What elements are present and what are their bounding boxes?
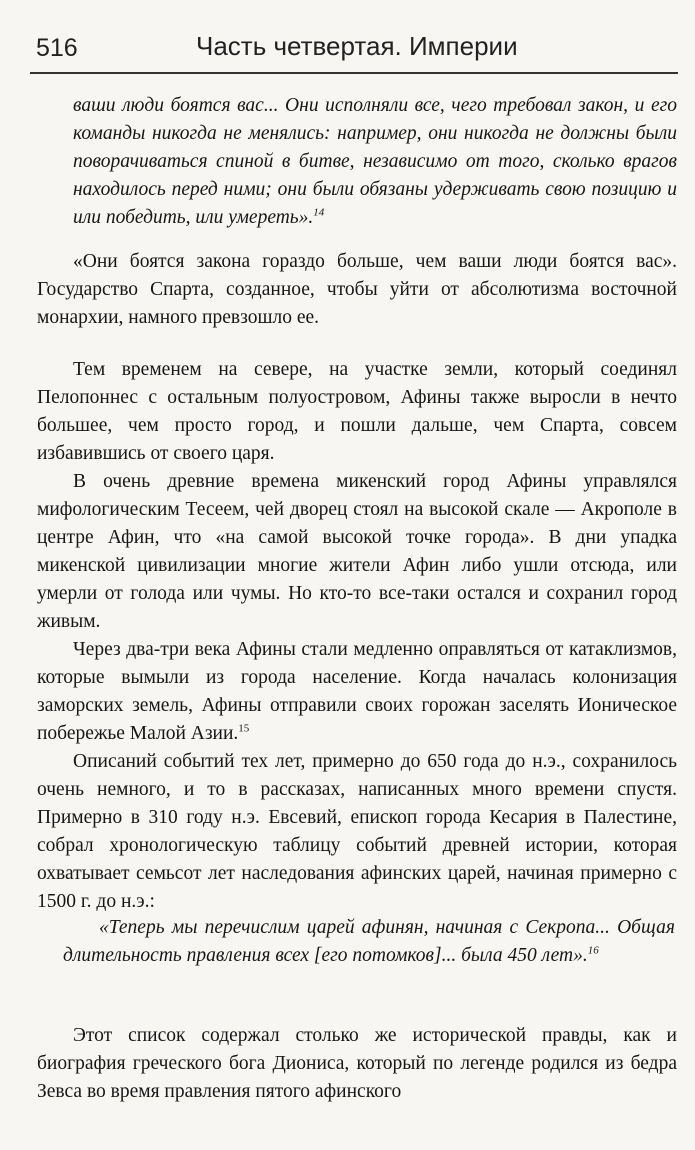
- footnote-ref: 15: [238, 722, 250, 735]
- footnote-ref: 14: [313, 206, 325, 219]
- footnote-ref: 16: [587, 944, 599, 957]
- page-number: 516: [36, 34, 78, 62]
- header-rule: [30, 72, 678, 74]
- quote-text: ваши люди боятся вас... Они исполняли все, чего требовал закон, и его команды никогда не менялись: например, они никогда не должны были поворачиваться спиной в битве, независимо от того, сколько врагов находилось перед ними; они были обязаны удерживать свою позицию и или победить, или умереть».: [73, 95, 677, 228]
- paragraph-text: Этот список содержал столько же исторической правды, как и биография греческого бога Диониса, который по легенде родился из бедра Зевса во время правления пятого афинского: [37, 1025, 677, 1102]
- paragraph-text: «Они боятся закона гораздо больше, чем ваши люди боятся вас». Государство Спарта, созданное, чтобы уйти от абсолютизма восточной монархии, намного превзошло ее.: [37, 251, 677, 328]
- block-quote: [63, 914, 675, 970]
- block-quote: [73, 92, 677, 232]
- body-text: [37, 356, 677, 916]
- quote-text: «Теперь мы перечислим царей афинян, начиная с Секропа... Общая длительность правления всех [его потомков]... была 450 лет».: [63, 917, 675, 966]
- running-title: Часть четвертая. Империи: [196, 31, 518, 61]
- paragraph-text: Тем временем на севере, на участке земли, который соединял Пелопоннес с остальным полуостровом, Афины также выросли в нечто большее, чем просто город, и пошли дальше, чем Спарта, совсем избавившись от своего царя.: [37, 359, 677, 464]
- paragraph-text: В очень древние времена микенский город Афины управлялся мифологическим Тесеем, чей дворец стоял на высокой скале — Акрополе в центре Афин, что «на самой высокой точке города». В дни упадка микенской цивилизации многие жители Афин либо ушли отсюда, или умерли от голода или чумы. Но кто-то все-таки остался и сохранил город живым.: [37, 471, 677, 632]
- paragraph: [37, 248, 677, 332]
- paragraph: [37, 1022, 677, 1106]
- paragraph-text: Описаний событий тех лет, примерно до 650 года до н.э., сохранилось очень немного, и то в рассказах, написанных много времени спустя. Примерно в 310 году н.э. Евсевий, епископ города Кесария в Палестине, собрал хронологическую таблицу событий древней истории, которая охватывает семьсот лет наследования афинских царей, начиная примерно с 1500 г. до н.э.:: [37, 751, 677, 912]
- paragraph-text: Через два-три века Афины стали медленно оправляться от катаклизмов, которые вымыли из города население. Когда началась колонизация заморских земель, Афины отправили своих горожан заселять Ионическое побережье Малой Азии.: [37, 639, 677, 744]
- page-header: [30, 28, 670, 68]
- paragraph: [37, 636, 677, 748]
